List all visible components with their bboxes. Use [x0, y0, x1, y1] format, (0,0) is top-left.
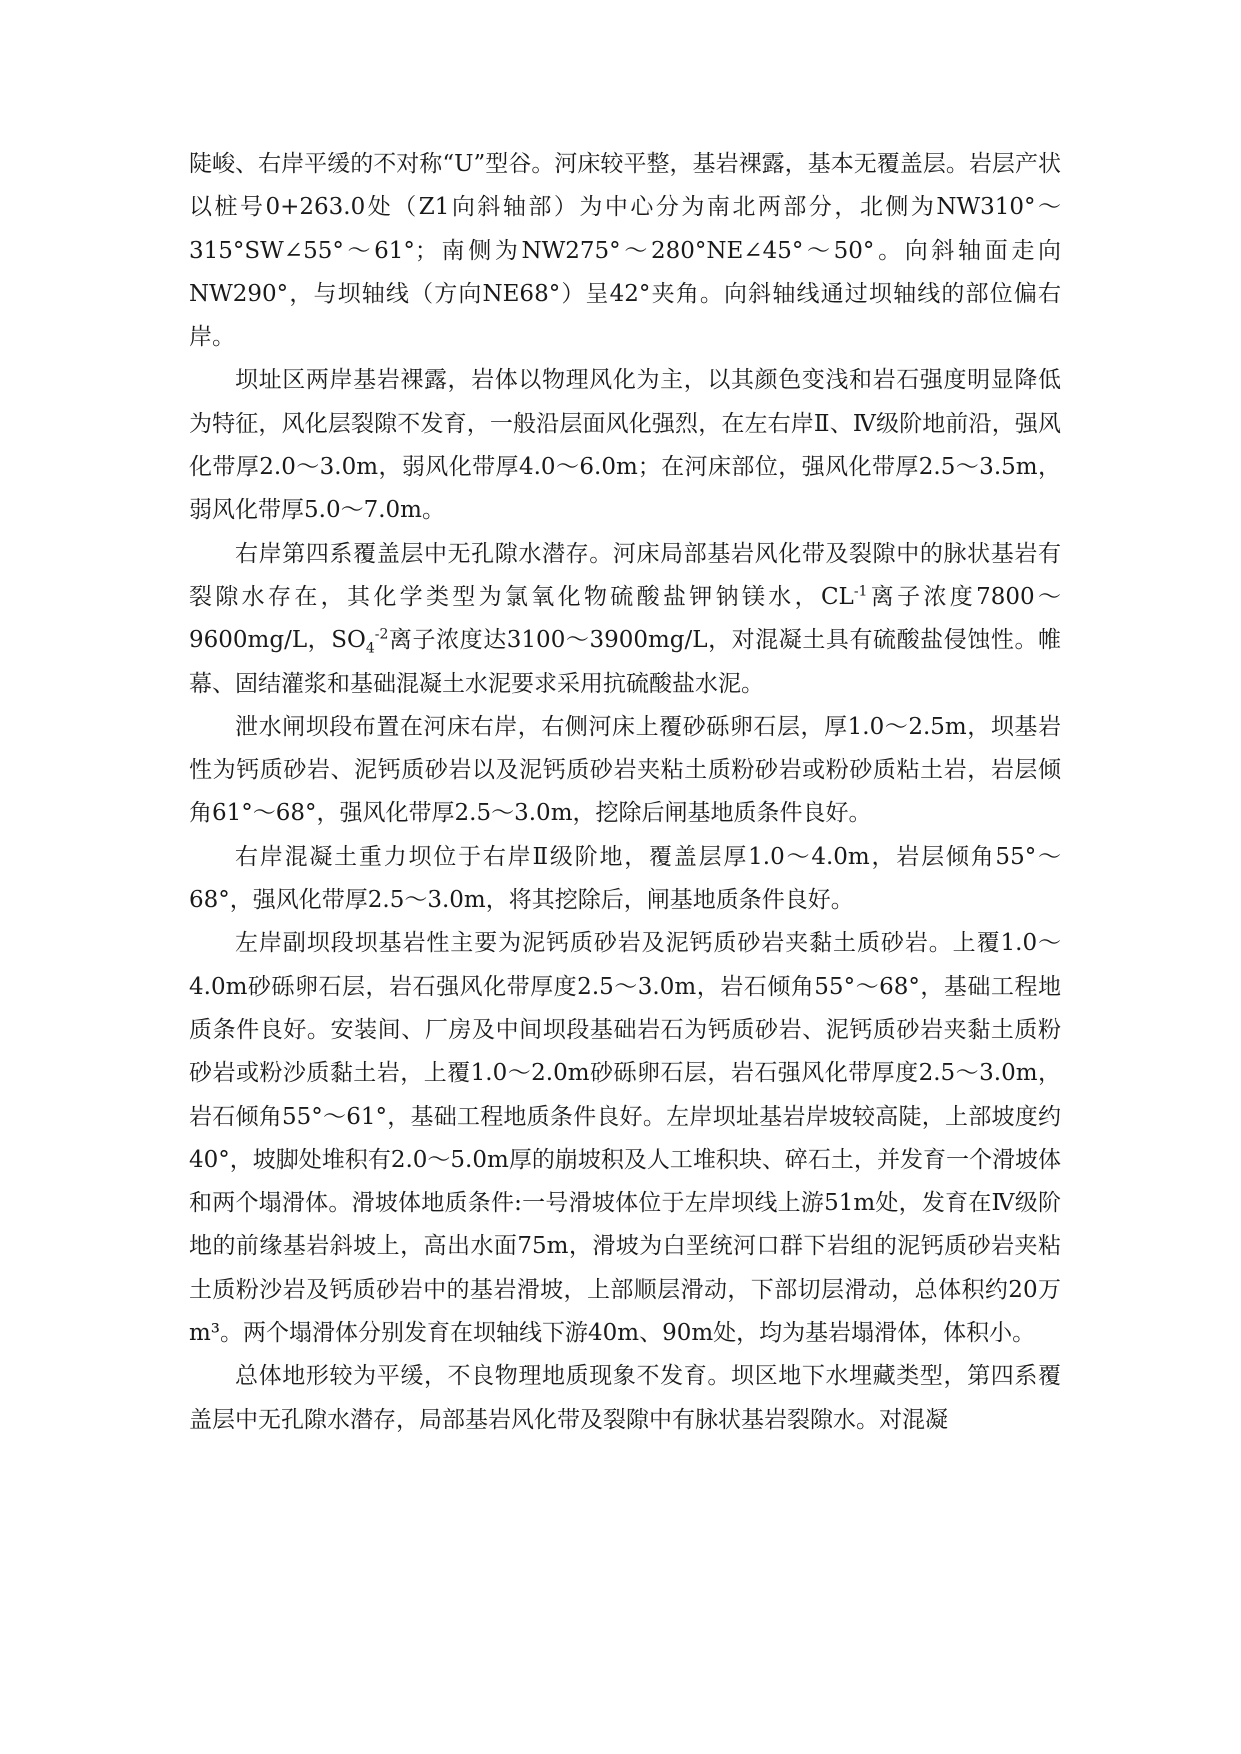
paragraph — [189, 143, 1061, 359]
text-run: 左岸副坝段坝基岩性主要为泥钙质砂岩及泥钙质砂岩夹黏土质砂岩。上覆1.0～4.0m砂砾卵石层，岩石强风化带厚度2.5～3.0m，岩石倾角55°～68°，基础工程地质条件良好。安装间、厂房及中间坝段基础岩石为钙质砂岩、泥钙质砂岩夹黏土质粉砂岩或粉沙质黏土岩，上覆1.0～2.0m砂砾卵石层，岩石强风化带厚度2.5～3.0m，岩石倾角55°～61°，基础工程地质条件良好。左岸坝址基岩岸坡较高陡，上部坡度约40°，坡脚处堆积有2.0～5.0m厚的崩坡积及人工堆积块、碎石土，并发育一个滑坡体和两个塌滑体。滑坡体地质条件:一号滑坡体位于左岸坝线上游51m处，发育在Ⅳ级阶地的前缘基岩斜坡上，高出水面75m，滑坡为白垩统河口群下岩组的泥钙质砂岩夹粘土质粉沙岩及钙质砂岩中的基岩滑坡，上部顺层滑动，下部切层滑动，总体积约20万m³。两个塌滑体分别发育在坝轴线下游40m、90m处，均为基岩塌滑体，体积小。 — [189, 930, 1061, 1347]
paragraph — [189, 1355, 1061, 1442]
subscript: 4 — [365, 640, 375, 657]
text-run: 陡峻、右岸平缓的不对称“U”型谷。河床较平整，基岩裸露，基本无覆盖层。岩层产状以桩号0+263.0处（Z1向斜轴部）为中心分为南北两部分，北侧为NW310°～315°SW∠55°～61°；南侧为NW275°～280°NE∠45°～50°。向斜轴面走向NW290°，与坝轴线（方向NE68°）呈42°夹角。向斜轴线通过坝轴线的部位偏右岸。 — [189, 151, 1061, 351]
paragraph — [189, 359, 1061, 532]
paragraph — [189, 922, 1061, 1355]
paragraph — [189, 706, 1061, 836]
text-run: 总体地形较为平缓，不良物理地质现象不发育。坝区地下水埋藏类型，第四系覆盖层中无孔隙水潜存，局部基岩风化带及裂隙中有脉状基岩裂隙水。对混凝 — [189, 1363, 1061, 1433]
text-run: 泄水闸坝段布置在河床右岸，右侧河床上覆砂砾卵石层，厚1.0～2.5m，坝基岩性为钙质砂岩、泥钙质砂岩以及泥钙质砂岩夹粘土质粉砂岩或粉砂质粘土岩，岩层倾角61°～68°，强风化带厚2.5～3.0m，挖除后闸基地质条件良好。 — [189, 713, 1061, 827]
text-run: 坝址区两岸基岩裸露，岩体以物理风化为主，以其颜色变浅和岩石强度明显降低为特征，风化层裂隙不发育，一般沿层面风化强烈，在左右岸Ⅱ、Ⅳ级阶地前沿，强风化带厚2.0～3.0m，弱风化带厚4.0～6.0m；在河床部位，强风化带厚2.5～3.5m，弱风化带厚5.0～7.0m。 — [189, 367, 1061, 524]
text-run: 离子浓度达3100～3900mg/L，对混凝土具有硫酸盐侵蚀性。帷幕、固结灌浆和基础混凝土水泥要求采用抗硫酸盐水泥。 — [189, 627, 1062, 697]
superscript: -2 — [374, 626, 389, 643]
paragraph — [189, 533, 1061, 706]
body-text — [189, 143, 1061, 1442]
paragraph — [189, 836, 1061, 923]
text-run: 右岸混凝土重力坝位于右岸Ⅱ级阶地，覆盖层厚1.0～4.0m，岩层倾角55°～68°，强风化带厚2.5～3.0m，将其挖除后，闸基地质条件良好。 — [189, 843, 1061, 914]
text-run: 右岸第四系覆盖层中无孔隙水潜存。河床局部基岩风化带及裂隙中的脉状基岩有裂隙水存在，其化学类型为氯氧化物硫酸盐钾钠镁水，CL — [189, 540, 1061, 610]
text-run: 离子浓度7800～9600mg/L，SO — [189, 583, 1061, 654]
superscript: -1 — [853, 583, 868, 600]
